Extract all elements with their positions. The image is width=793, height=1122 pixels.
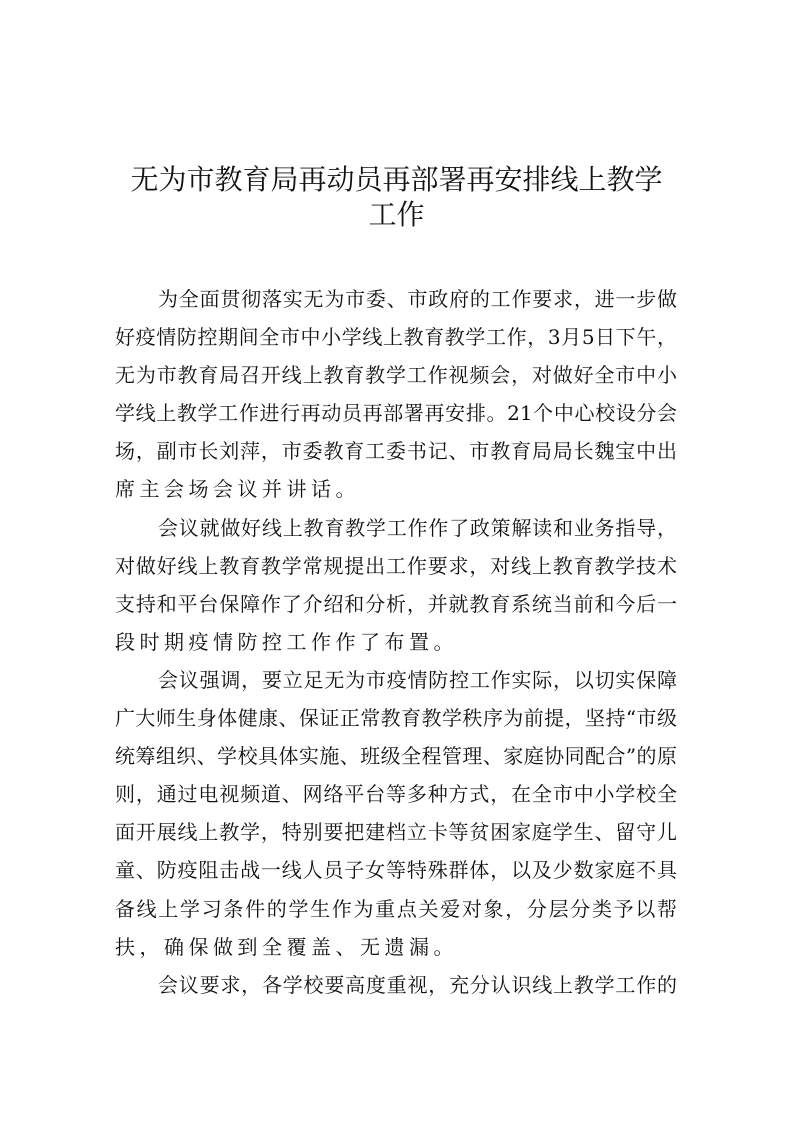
document-title-line-2: 工作	[368, 198, 425, 231]
paragraph-line: 则，通过电视频道、网络平台等多种方式，在全市中小学校全	[115, 782, 677, 807]
document-body	[115, 280, 677, 1004]
document-title-line-1: 无为市教育局再动员再部署再安排线上教学	[130, 163, 663, 196]
paragraph-line: 对做好线上教育教学常规提出工作要求，对线上教育教学技术	[115, 553, 677, 578]
paragraph-line: 会议要求，各学校要高度重视，充分认识线上教学工作的	[158, 972, 677, 997]
paragraph-line: 备线上学习条件的学生作为重点关爱对象，分层分类予以帮	[115, 896, 677, 921]
paragraph-line: 会议强调，要立足无为市疫情防控工作实际，以切实保障	[158, 667, 677, 692]
paragraph-line: 好疫情防控期间全市中小学线上教育教学工作，3月5日下午，	[115, 325, 677, 350]
paragraph-line: 场，副市长刘萍，市委教育工委书记、市教育局局长魏宝中出	[115, 439, 677, 464]
paragraph	[115, 280, 677, 509]
paragraph-line: 统筹组织、学校具体实施、班级全程管理、家庭协同配合”的原	[115, 744, 677, 769]
paragraph-line: 童、防疫阻击战一线人员子女等特殊群体，以及少数家庭不具	[115, 858, 677, 883]
paragraph-line: 扶，确保做到全覆盖、无遗漏。	[115, 934, 458, 959]
paragraph-line: 为全面贯彻落实无为市委、市政府的工作要求，进一步做	[158, 287, 677, 311]
paragraph-line: 学线上教学工作进行再动员再部署再安排。21个中心校设分会	[115, 401, 677, 426]
paragraph-line: 广大师生身体健康、保证正常教育教学秩序为前提，坚持“市级	[115, 706, 677, 731]
paragraph-line: 席主会场会议并讲话。	[115, 477, 360, 502]
paragraph-line: 面开展线上教学，特别要把建档立卡等贫困家庭学生、留守儿	[115, 820, 677, 845]
paragraph	[115, 509, 677, 661]
paragraph-line: 无为市教育局召开线上教育教学工作视频会，对做好全市中小	[115, 363, 677, 388]
paragraph	[115, 661, 677, 966]
paragraph-line: 段时期疫情防控工作作了布置。	[115, 629, 458, 654]
paragraph-line: 支持和平台保障作了介绍和分析，并就教育系统当前和今后一	[115, 591, 677, 616]
paragraph-line: 会议就做好线上教育教学工作作了政策解读和业务指导，	[158, 515, 677, 540]
paragraph	[115, 966, 677, 1004]
